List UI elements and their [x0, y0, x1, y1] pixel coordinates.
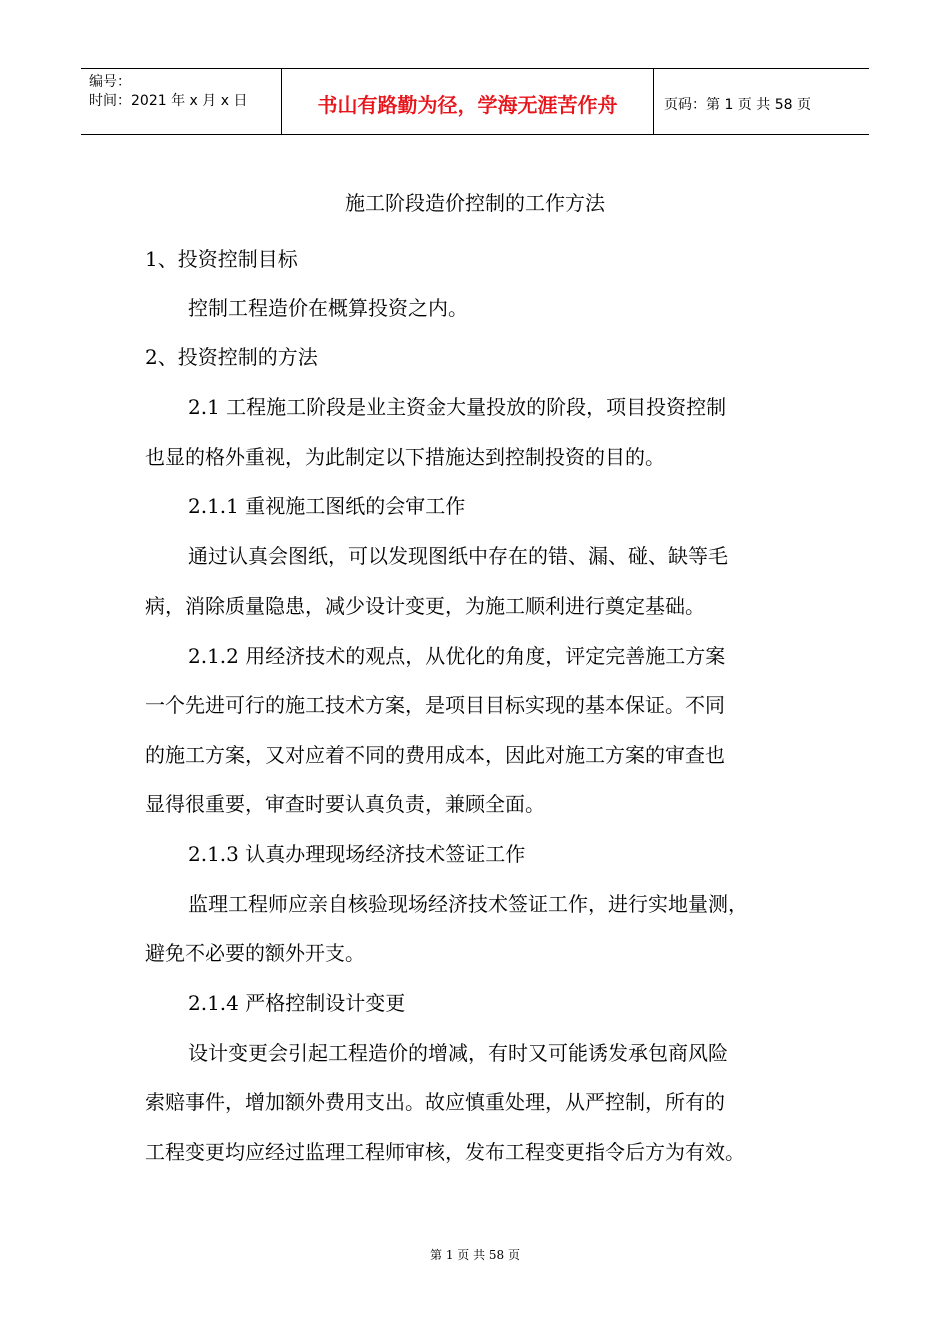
page-header [81, 68, 869, 135]
subsection-heading: 2.1.4 严格控制设计变更 [188, 991, 406, 1015]
header-meta [81, 69, 281, 134]
header-page-info: 页码：第 1 页 共 58 页 [664, 96, 811, 113]
section-heading-2: 2、投资控制的方法 [145, 345, 318, 369]
subsection-heading: 2.1.1 重视施工图纸的会审工作 [188, 494, 466, 518]
section-heading-1: 1、投资控制目标 [145, 247, 298, 271]
paragraph-line: 监理工程师应亲自核验现场经济技术签证工作，进行实地量测， [188, 892, 748, 916]
document-title: 施工阶段造价控制的工作方法 [345, 191, 605, 215]
paragraph-line: 病，消除质量隐患，减少设计变更，为施工顺利进行奠定基础。 [145, 594, 705, 618]
paragraph-line: 避免不必要的额外开支。 [145, 941, 365, 965]
document-number-label: 编号： [89, 74, 131, 90]
page-footer: 第 1 页 共 58 页 [430, 1248, 520, 1262]
paragraph-line: 通过认真会图纸，可以发现图纸中存在的错、漏、碰、缺等毛 [188, 544, 728, 568]
paragraph-line: 控制工程造价在概算投资之内。 [188, 296, 468, 320]
header-motto: 书山有路勤为径，学海无涯苦作舟 [281, 69, 654, 134]
subsection-heading: 2.1.2 用经济技术的观点，从优化的角度，评定完善施工方案 [188, 644, 726, 668]
paragraph-line: 一个先进可行的施工技术方案，是项目目标实现的基本保证。不同 [145, 693, 725, 717]
paragraph-line: 2.1 工程施工阶段是业主资金大量投放的阶段，项目投资控制 [188, 395, 727, 419]
subsection-heading: 2.1.3 认真办理现场经济技术签证工作 [188, 842, 526, 866]
paragraph-line: 也显的格外重视，为此制定以下措施达到控制投资的目的。 [145, 445, 665, 469]
paragraph-line: 工程变更均应经过监理工程师审核，发布工程变更指令后方为有效。 [145, 1140, 745, 1164]
paragraph-line: 显得很重要，审查时要认真负责，兼顾全面。 [145, 792, 545, 816]
document-date: 时间：2021 年 x 月 x 日 [89, 93, 248, 109]
paragraph-line: 的施工方案，又对应着不同的费用成本，因此对施工方案的审查也 [145, 743, 725, 767]
paragraph-line: 索赔事件，增加额外费用支出。故应慎重处理，从严控制，所有的 [145, 1090, 725, 1114]
paragraph-line: 设计变更会引起工程造价的增减，有时又可能诱发承包商风险 [188, 1041, 728, 1065]
